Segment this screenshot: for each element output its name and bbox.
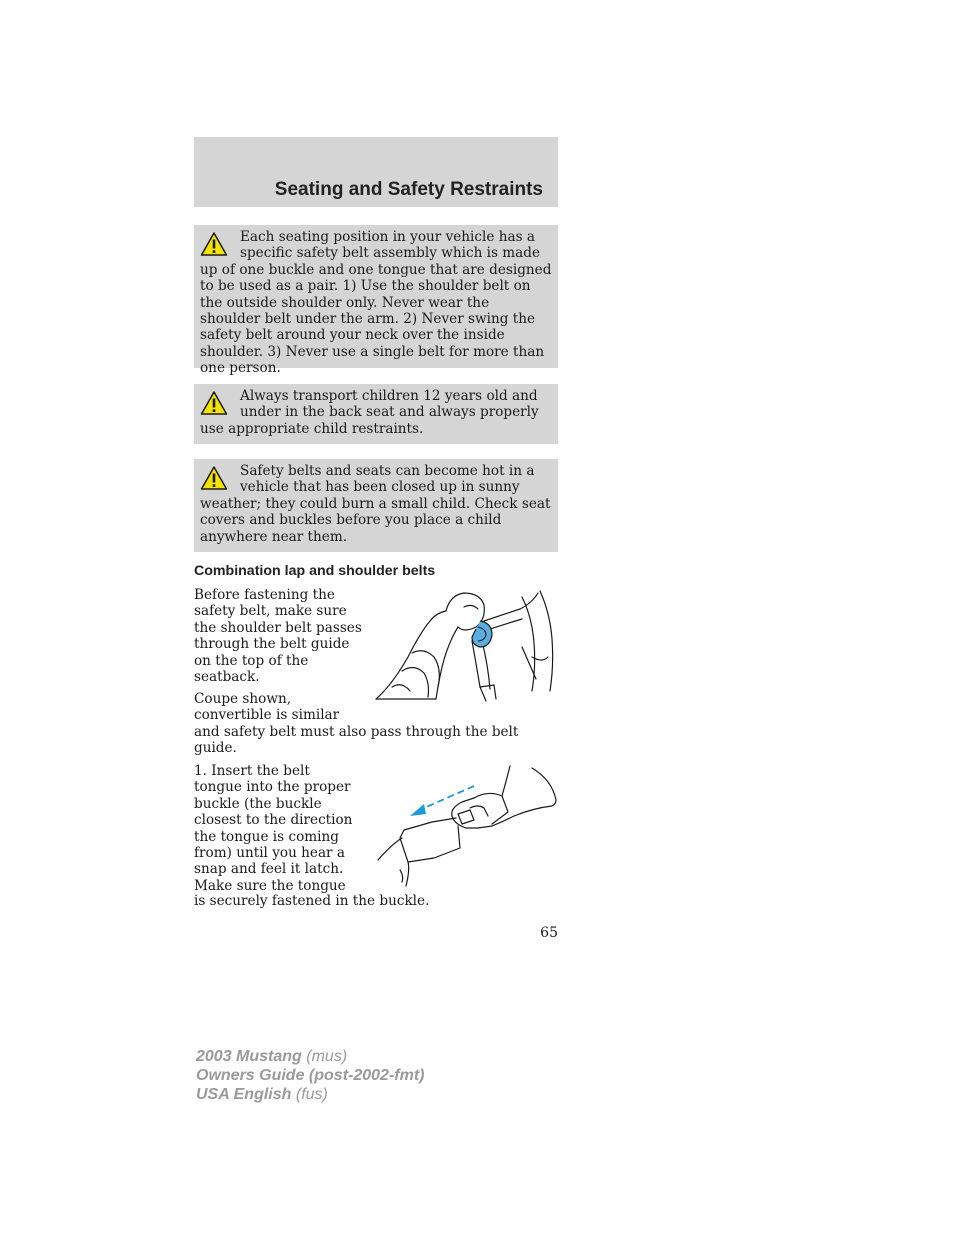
footer-language-code: (fus): [295, 1086, 328, 1103]
footer-model-code: (mus): [306, 1048, 348, 1065]
warning-triangle-icon: [200, 390, 228, 416]
warning-text: Each seating position in your vehicle has a specific safety belt assembly which is made up of one buckle and one tongue that are designed to be used as a pair. 1) Use the shoulder belt on the outside shoulder only. Never wear the shoulder belt under the arm. 2) Never swing the safety belt around your neck over the inside shoulder. 3) Never use a single belt for more than one person.: [200, 229, 552, 377]
subheading: Combination lap and shoulder belts: [194, 563, 436, 579]
warning-box-1: [194, 225, 558, 377]
footer-line-language: [196, 1085, 424, 1104]
paragraph-coupe-note-end: and safety belt must also pass through the belt guide.: [194, 724, 519, 757]
page-number: 65: [540, 925, 558, 941]
warning-triangle-icon: [200, 231, 228, 257]
warning-text: Always transport children 12 years old and under in the back seat and always properly use appropriate child restraints.: [200, 388, 539, 437]
warning-triangle-icon: [200, 465, 228, 491]
paragraph-insert-tongue-start: 1. Insert the belt tongue into the proper buckle (the buckle closest to the direction the tongue is coming from) until you hear a snap and feel it latch. Make sure the tongue: [194, 763, 353, 894]
paragraph-belt-guide: Before fastening the safety belt, make sure the shoulder belt passes through the belt guide on the top of the seatback.: [194, 587, 362, 686]
buckle-tongue-illustration: [374, 764, 558, 888]
paragraph-insert-tongue-end: is securely fastened in the buckle.: [194, 893, 430, 909]
section-title: Seating and Safety Restraints: [274, 179, 543, 200]
seat-belt-guide-illustration: [372, 587, 558, 705]
document-footer: [196, 1047, 424, 1104]
footer-model: 2003 Mustang: [196, 1048, 302, 1065]
footer-guide: Owners Guide (post-2002-fmt): [196, 1067, 425, 1084]
warning-box-2: [194, 384, 558, 444]
warning-text: Safety belts and seats can become hot in a vehicle that has been closed up in sunny weather; they could burn a small child. Check seat covers and buckles before you place a child anywhere near them.: [200, 463, 551, 545]
warning-box-3: [194, 459, 558, 552]
paragraph-coupe-note-start: Coupe shown, convertible is similar: [194, 691, 340, 724]
footer-language: USA English: [196, 1086, 292, 1103]
section-header-band: [194, 137, 558, 207]
footer-line-model: [196, 1047, 424, 1066]
footer-line-guide: [196, 1066, 424, 1085]
